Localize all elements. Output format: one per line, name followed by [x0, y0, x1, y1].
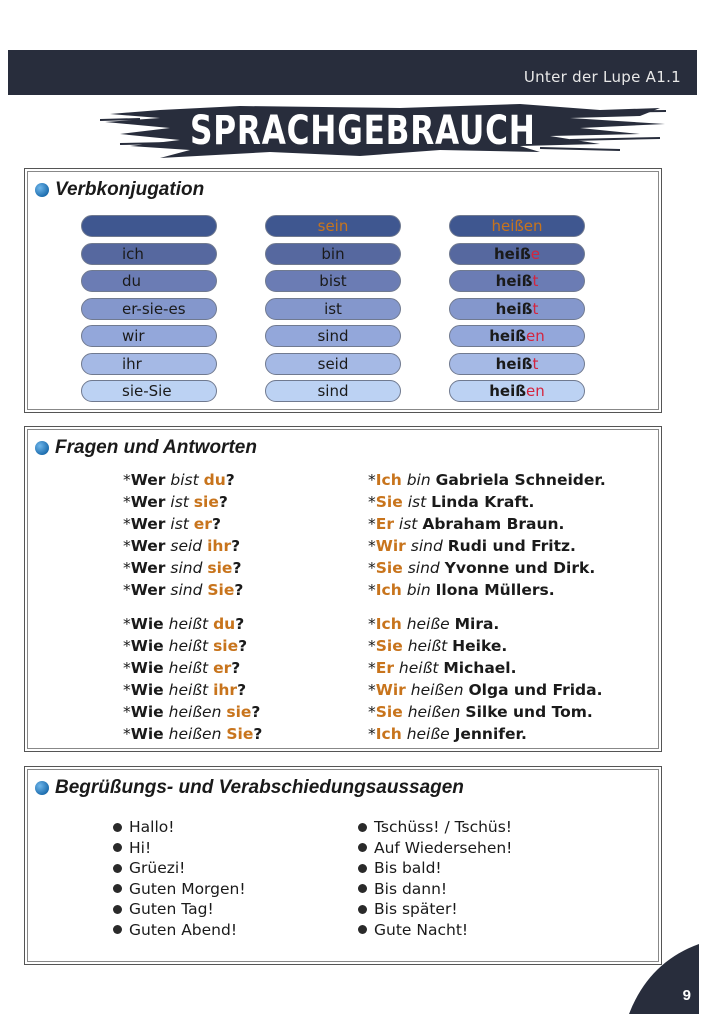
bullet-icon [358, 884, 367, 893]
sein-pill [265, 270, 401, 292]
sein-pill [265, 353, 401, 375]
question-pronoun: sie [193, 493, 219, 511]
answer-name: Silke und Tom. [465, 703, 593, 721]
sein-form: sind [317, 327, 349, 345]
heissen-form [450, 244, 584, 264]
question-pronoun: er [193, 515, 212, 533]
heissen-ending: en [526, 327, 545, 345]
question-pronoun: du [213, 615, 236, 633]
question-mark: ? [253, 725, 263, 743]
question-mark: ? [225, 471, 235, 489]
farewells-list [358, 817, 512, 940]
pronoun-pill [81, 215, 217, 237]
question-mark: ? [211, 515, 221, 533]
greetings-list [113, 817, 246, 940]
sein-pill [265, 298, 401, 320]
list-item-text: Hallo! [129, 818, 175, 836]
bullet-icon [113, 864, 122, 873]
answer-verb: heißt [407, 637, 448, 655]
heissen-pill [449, 243, 585, 265]
heissen-ending: t [532, 272, 539, 290]
question-word: Wie [130, 725, 164, 743]
sein-pill [265, 243, 401, 265]
blue-bullet-icon [35, 183, 49, 197]
answer-pronoun: Ich [375, 581, 402, 599]
pronoun-pill [81, 298, 217, 320]
asterisk: * [123, 559, 131, 577]
asterisk: * [123, 581, 131, 599]
verb-conjugation-box [24, 168, 662, 413]
question-verb: heißen [168, 725, 222, 743]
answer-pronoun: Sie [375, 559, 403, 577]
asterisk: * [123, 515, 131, 533]
verb-section-header [35, 179, 204, 201]
question-row [123, 535, 262, 557]
asterisk: * [368, 637, 376, 655]
list-item-text: Bis dann! [374, 879, 448, 898]
bullet-icon [358, 905, 367, 914]
qa-section-title: Fragen und Antworten [55, 437, 257, 458]
list-item-text: Hi! [129, 838, 152, 857]
questions-list [123, 469, 262, 745]
question-row [123, 657, 262, 679]
answer-name: Ilona Müllers. [435, 581, 555, 599]
question-pronoun: ihr [213, 681, 238, 699]
blue-bullet-icon [35, 781, 49, 795]
answer-pronoun: Ich [375, 615, 402, 633]
asterisk: * [123, 537, 131, 555]
asterisk: * [368, 493, 376, 511]
question-word: Wer [130, 515, 166, 533]
question-verb: bist [170, 471, 199, 489]
answer-verb: bin [406, 471, 431, 489]
answer-name: Michael. [443, 659, 517, 677]
answer-row [368, 723, 606, 745]
list-item-text: Guten Tag! [129, 900, 214, 918]
list-item [358, 838, 512, 859]
answer-name: Yvonne und Dirk. [444, 559, 596, 577]
pronoun-label: er-sie-es [122, 299, 186, 318]
heissen-pill [449, 353, 585, 375]
list-item [358, 920, 512, 941]
bullet-icon [358, 925, 367, 934]
answer-pronoun: Wir [375, 537, 406, 555]
question-word: Wie [130, 681, 164, 699]
asterisk: * [123, 725, 131, 743]
question-mark: ? [218, 493, 228, 511]
heissen-ending: t [532, 354, 539, 373]
question-word: Wer [130, 581, 166, 599]
heissen-stem: heiß [493, 244, 531, 263]
greetings-box [24, 766, 662, 965]
heissen-stem: heiß [489, 327, 527, 345]
question-row [123, 513, 262, 535]
heissen-form [450, 216, 584, 236]
question-word: Wer [130, 471, 166, 489]
pronoun-pill [81, 270, 217, 292]
question-pronoun: er [213, 659, 232, 677]
question-row [123, 557, 262, 579]
asterisk: * [123, 637, 131, 655]
answer-row [368, 701, 606, 723]
question-mark: ? [232, 559, 242, 577]
question-mark: ? [251, 703, 261, 721]
section-title-banner [100, 100, 670, 162]
answer-name: Abraham Braun. [422, 515, 565, 533]
list-item-text: Tschüss! / Tschüs! [374, 818, 513, 836]
answer-verb: heiße [406, 725, 450, 743]
answer-name: Gabriela Schneider. [435, 471, 606, 489]
answer-name: Rudi und Fritz. [447, 537, 576, 555]
list-item-text: Bis bald! [374, 859, 442, 877]
answer-name: Olga und Frida. [468, 681, 603, 699]
question-pronoun: du [203, 471, 226, 489]
book-title: Unter der Lupe A1.1 [523, 68, 681, 86]
list-item [113, 920, 246, 941]
question-verb: heißen [168, 703, 222, 721]
question-mark: ? [231, 659, 241, 677]
sein-pill [265, 325, 401, 347]
heissen-stem: heiß [495, 272, 533, 290]
list-item-text: Gute Nacht! [374, 920, 469, 939]
question-word: Wer [130, 493, 166, 511]
question-word: Wer [130, 559, 166, 577]
answer-verb: sind [407, 559, 440, 577]
heissen-ending: en [526, 382, 545, 400]
asterisk: * [368, 581, 376, 599]
question-row [123, 701, 262, 723]
pronoun-label: wir [122, 327, 145, 345]
list-item-text: Guten Morgen! [129, 879, 246, 898]
heissen-stem: heiß [495, 354, 533, 373]
list-item [358, 817, 512, 838]
heissen-pill [449, 298, 585, 320]
list-item [358, 879, 512, 900]
bullet-icon [113, 843, 122, 852]
sein-pill [265, 215, 401, 237]
answer-verb: ist [407, 493, 427, 511]
question-row [123, 613, 262, 635]
asterisk: * [123, 471, 131, 489]
question-mark: ? [234, 581, 244, 599]
asterisk: * [368, 725, 376, 743]
question-row [123, 579, 262, 601]
page-title: SPRACHGEBRAUCH [190, 108, 536, 154]
asterisk: * [123, 659, 131, 677]
answer-row [368, 491, 606, 513]
list-item [358, 899, 512, 920]
asterisk: * [368, 515, 376, 533]
question-word: Wie [130, 615, 164, 633]
question-verb: sind [170, 581, 203, 599]
bullet-icon [358, 823, 367, 832]
asterisk: * [123, 681, 131, 699]
answer-pronoun: Sie [375, 637, 403, 655]
question-pronoun: sie [213, 637, 239, 655]
list-item [113, 899, 246, 920]
heissen-form [450, 271, 584, 291]
asterisk: * [368, 471, 376, 489]
list-item-text: Auf Wiedersehen! [374, 838, 513, 857]
heissen-form [450, 299, 584, 319]
answer-name: Mira. [454, 615, 500, 633]
qa-box [24, 426, 662, 752]
question-row [123, 469, 262, 491]
pronoun-label: ihr [122, 354, 142, 373]
question-pronoun: ihr [207, 537, 232, 555]
question-verb: ist [170, 515, 189, 533]
bullet-icon [358, 843, 367, 852]
heissen-stem: heiß [489, 382, 527, 400]
question-row [123, 491, 262, 513]
question-pronoun: sie [207, 559, 233, 577]
list-item-text: Guten Abend! [129, 920, 238, 939]
answer-name: Heike. [452, 637, 508, 655]
answer-verb: ist [398, 515, 418, 533]
sein-form: bin [321, 244, 345, 263]
sein-form: ist [324, 299, 342, 318]
question-row [123, 635, 262, 657]
answer-pronoun: Ich [375, 471, 402, 489]
bullet-icon [113, 905, 122, 914]
answer-pronoun: Er [375, 515, 394, 533]
answer-row [368, 579, 606, 601]
heissen-pill [449, 325, 585, 347]
list-item-text: Bis später! [374, 900, 458, 918]
answer-pronoun: Er [375, 659, 394, 677]
asterisk: * [123, 703, 131, 721]
question-word: Wie [130, 637, 164, 655]
sein-form: bist [319, 272, 347, 290]
sein-form: sind [317, 382, 349, 400]
asterisk: * [123, 493, 131, 511]
answer-name: Jennifer. [454, 725, 527, 743]
question-mark: ? [237, 681, 247, 699]
question-row [123, 723, 262, 745]
asterisk: * [368, 615, 376, 633]
bullet-icon [358, 864, 367, 873]
bullet-icon [113, 925, 122, 934]
heissen-pill [449, 215, 585, 237]
list-item [358, 858, 512, 879]
question-word: Wie [130, 659, 164, 677]
list-item-text: Grüezi! [129, 859, 186, 877]
question-pronoun: sie [226, 703, 252, 721]
answers-list [368, 469, 606, 745]
answer-verb: heißen [407, 703, 461, 721]
asterisk: * [368, 681, 376, 699]
question-row [123, 679, 262, 701]
question-verb: heißt [168, 681, 209, 699]
pronoun-label: du [122, 272, 142, 290]
greet-section-header [35, 777, 464, 799]
blue-bullet-icon [35, 441, 49, 455]
pronoun-pill [81, 243, 217, 265]
answer-verb: heißen [410, 681, 464, 699]
list-item [113, 879, 246, 900]
asterisk: * [123, 615, 131, 633]
question-pronoun: Sie [207, 581, 235, 599]
pronoun-pill [81, 353, 217, 375]
qa-section-header [35, 437, 257, 459]
bullet-icon [113, 884, 122, 893]
question-verb: heißt [168, 659, 209, 677]
question-verb: heißt [168, 637, 209, 655]
bullet-icon [113, 823, 122, 832]
heissen-pill [449, 270, 585, 292]
answer-verb: heißt [398, 659, 439, 677]
pronoun-label: sie-Sie [122, 382, 172, 400]
sein-form: sein [317, 217, 349, 235]
heissen-infinitive: heißen [491, 217, 543, 235]
answer-verb: bin [406, 581, 431, 599]
heissen-form [450, 354, 584, 374]
question-word: Wie [130, 703, 164, 721]
list-item [113, 858, 246, 879]
answer-row [368, 513, 606, 535]
answer-verb: sind [410, 537, 443, 555]
question-mark: ? [238, 637, 248, 655]
heissen-form [450, 381, 584, 401]
answer-pronoun: Sie [375, 493, 403, 511]
question-verb: seid [170, 537, 203, 555]
answer-row [368, 469, 606, 491]
asterisk: * [368, 559, 376, 577]
header-bar [8, 50, 697, 95]
asterisk: * [368, 703, 376, 721]
answer-row [368, 613, 606, 635]
pronoun-pill [81, 325, 217, 347]
answer-pronoun: Ich [375, 725, 402, 743]
answer-verb: heiße [406, 615, 450, 633]
question-verb: ist [170, 493, 189, 511]
page-number: 9 [682, 987, 691, 1004]
answer-name: Linda Kraft. [431, 493, 535, 511]
question-mark: ? [231, 537, 241, 555]
greet-section-title: Begrüßungs- und Verabschiedungsaussagen [55, 777, 464, 798]
answer-pronoun: Wir [375, 681, 406, 699]
question-word: Wer [130, 537, 166, 555]
heissen-stem: heiß [495, 299, 533, 318]
answer-row [368, 635, 606, 657]
heissen-pill [449, 380, 585, 402]
verb-section-title: Verbkonjugation [55, 179, 205, 200]
heissen-ending: e [530, 244, 541, 263]
list-item [113, 817, 246, 838]
asterisk: * [368, 537, 376, 555]
pronoun-label: ich [122, 244, 144, 263]
asterisk: * [368, 659, 376, 677]
list-item [113, 838, 246, 859]
heissen-form [450, 326, 584, 346]
answer-pronoun: Sie [375, 703, 403, 721]
answer-row [368, 535, 606, 557]
heissen-ending: t [532, 299, 539, 318]
sein-pill [265, 380, 401, 402]
answer-row [368, 679, 606, 701]
answer-row [368, 557, 606, 579]
sein-form: seid [317, 354, 349, 373]
pronoun-pill [81, 380, 217, 402]
question-pronoun: Sie [226, 725, 254, 743]
question-verb: heißt [168, 615, 209, 633]
answer-row [368, 657, 606, 679]
question-verb: sind [170, 559, 203, 577]
question-mark: ? [235, 615, 245, 633]
